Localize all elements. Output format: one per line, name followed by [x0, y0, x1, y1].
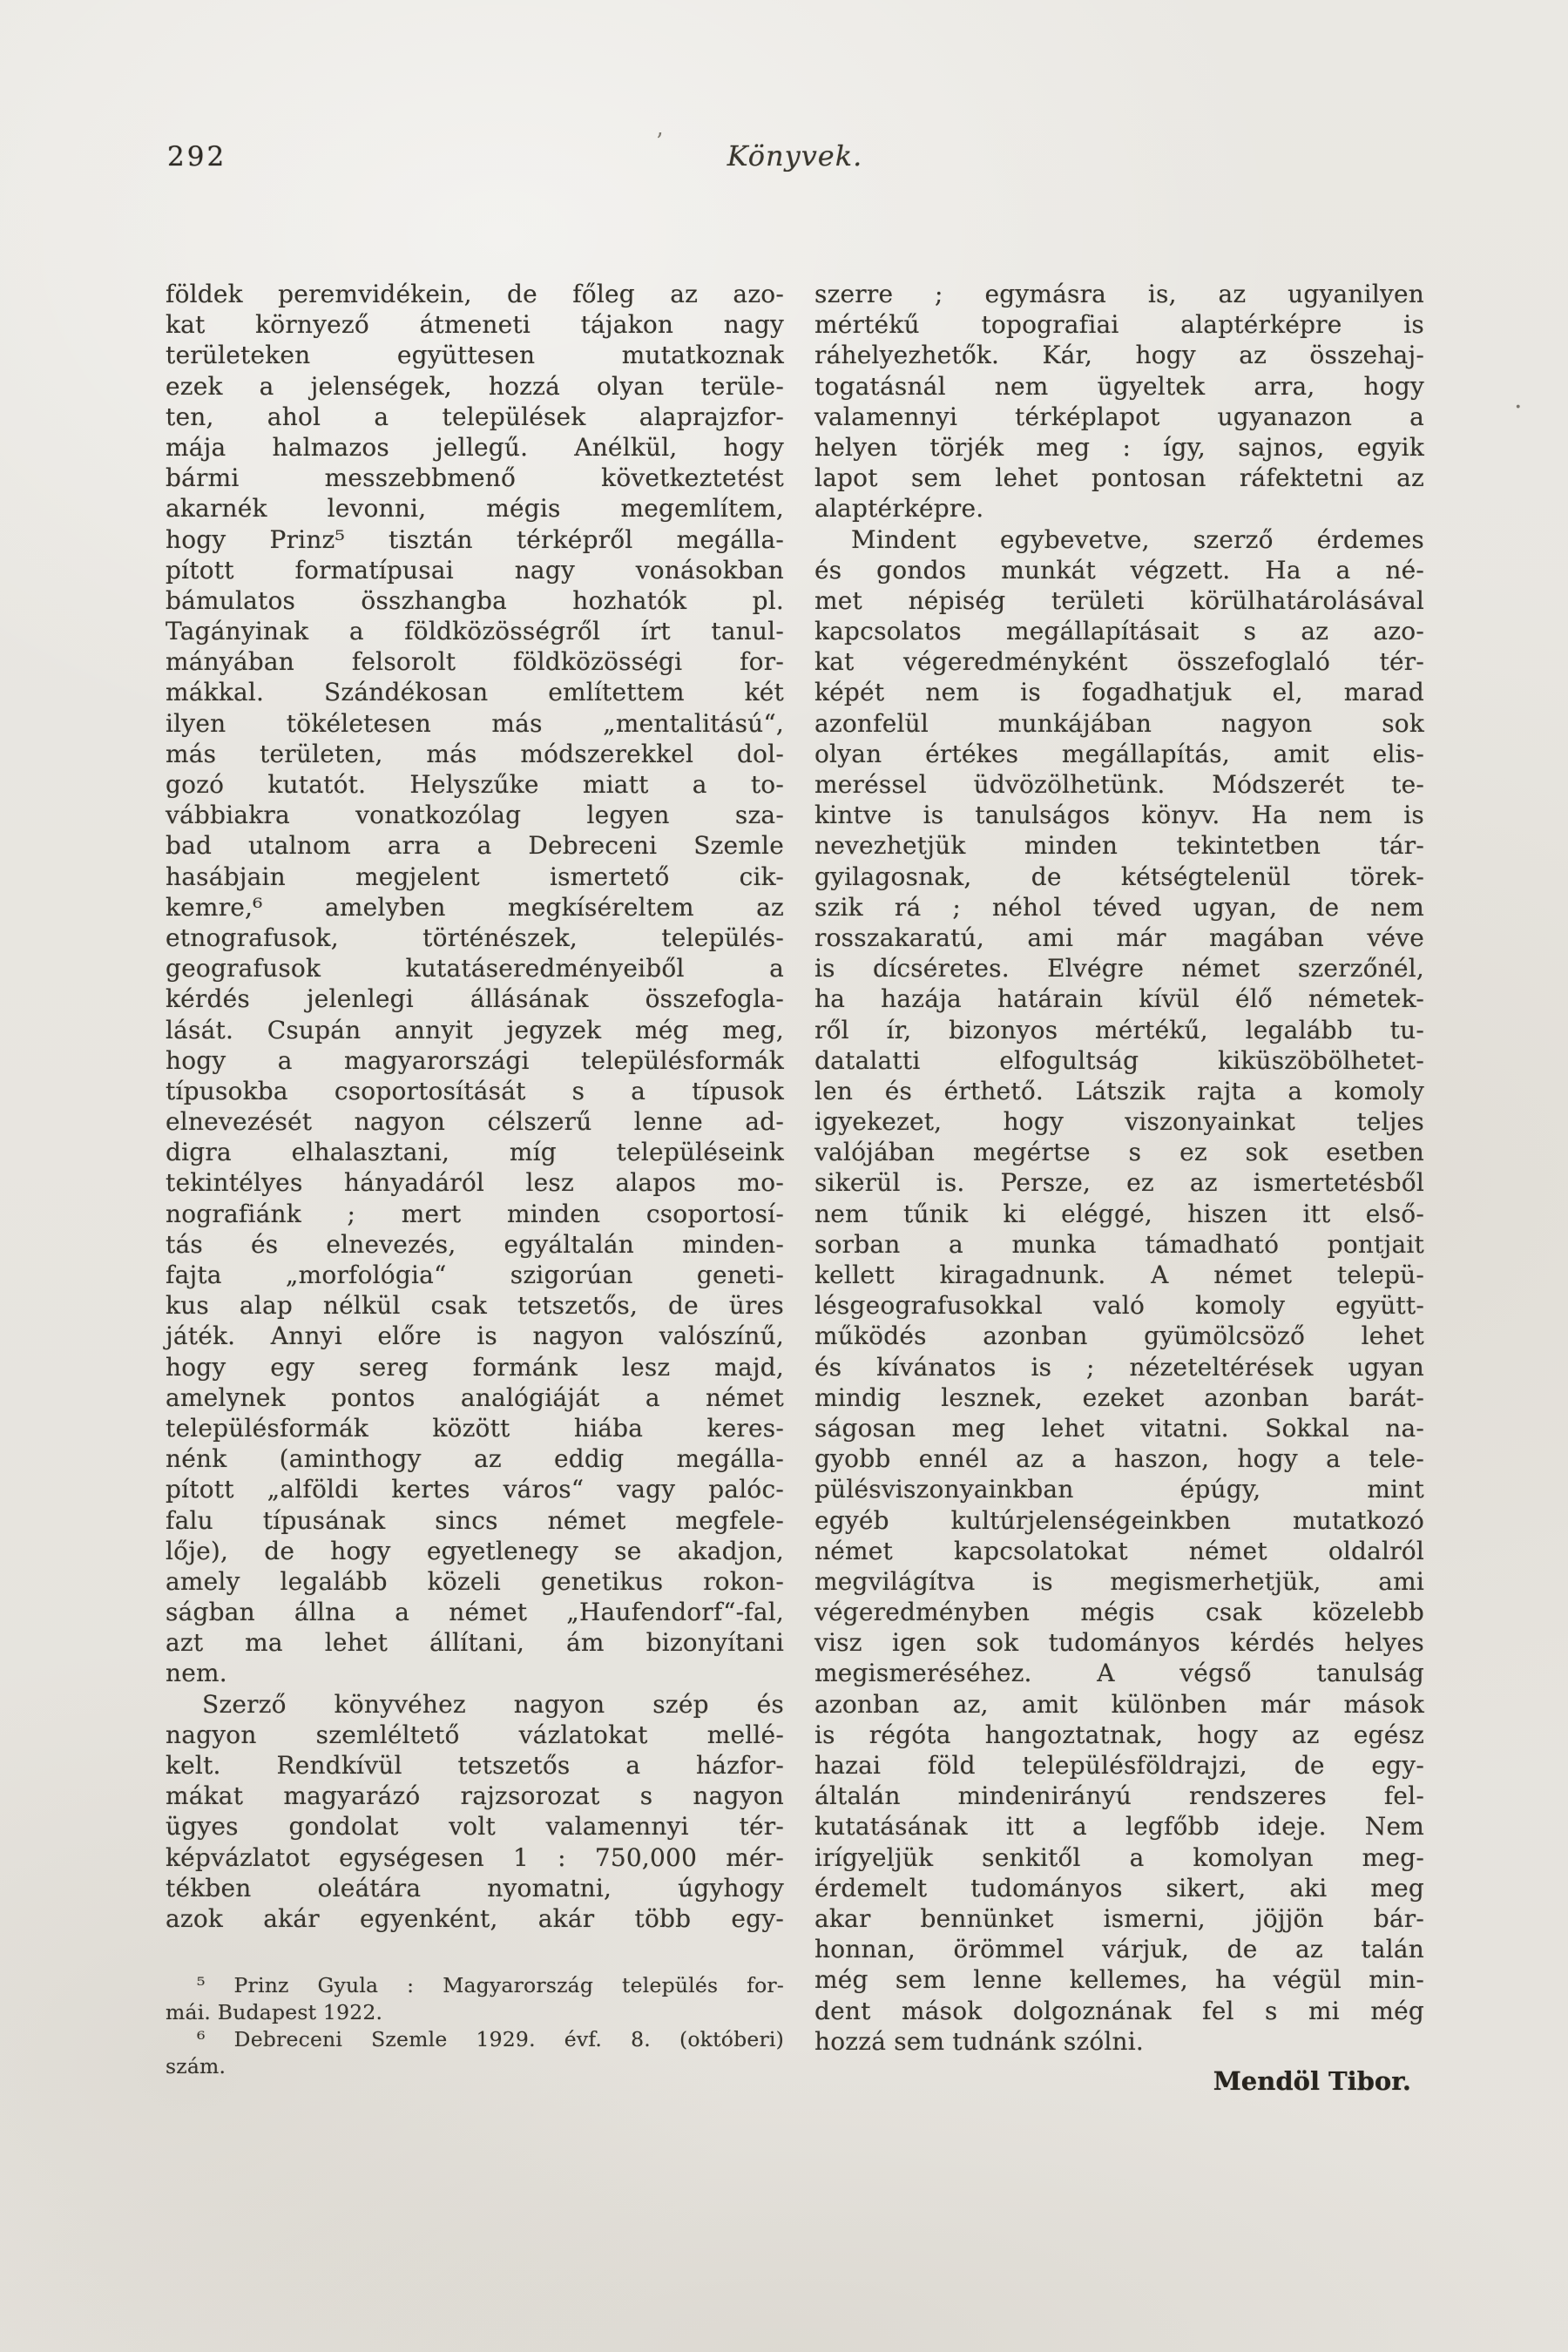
text-line: igyekezet, hogy viszonyainkat teljes	[814, 1107, 1424, 1137]
text-line: ezek a jelenségek, hozzá olyan terüle-	[166, 371, 784, 401]
page-number: 292	[167, 141, 227, 172]
text-line: is dícséretes. Elvégre német szerzőnél,	[814, 954, 1424, 983]
text-line: pított formatípusai nagy vonásokban	[166, 555, 784, 585]
text-line: érdemelt tudományos sikert, aki meg	[814, 1873, 1424, 1903]
text-line: nem.	[166, 1659, 227, 1688]
text-line: mértékű topografiai alaptérképre is	[814, 310, 1424, 340]
text-line: azt ma lehet állítani, ám bizonyítani	[166, 1628, 784, 1658]
scan-speck: ’	[656, 129, 664, 155]
text-line: még sem lenne kellemes, ha végül min-	[814, 1965, 1424, 1995]
text-line: met népiség területi körülhatárolásával	[814, 585, 1424, 615]
text-line: ⁶ Debreceni Szemle 1929. évf. 8. (októberi)	[197, 2027, 784, 2052]
text-line: gyilagosnak, de kétségtelenül törek-	[814, 862, 1424, 891]
text-line: akarnék levonni, mégis megemlítem,	[166, 494, 784, 524]
text-line: ságosan meg lehet vitatni. Sokkal na-	[814, 1413, 1424, 1443]
text-line: Mindent egybevetve, szerző érdemes	[851, 524, 1424, 554]
text-line: megvilágítva is megismerhetjük, ami	[814, 1566, 1424, 1596]
text-line: amelynek pontos analógiáját a német	[166, 1382, 784, 1412]
text-line: tekintélyes hányadáról lesz alapos mo-	[166, 1168, 784, 1198]
text-line: len és érthető. Látszik rajta a komoly	[814, 1076, 1424, 1105]
text-line: típusokba csoportosítását s a típusok	[166, 1076, 784, 1105]
text-line: kemre,⁶ amelyben megkíséreltem az	[166, 892, 784, 922]
text-line: helyen törjék meg : így, sajnos, egyik	[814, 432, 1424, 462]
text-line: szerre ; egymásra is, az ugyanilyen	[814, 280, 1424, 308]
text-line: mányában felsorolt földközösségi for-	[166, 647, 784, 677]
text-line: etnografusok, történészek, település-	[166, 923, 784, 952]
text-line: ten, ahol a települések alaprajzfor-	[166, 402, 784, 431]
text-line: nografiánk ; mert minden csoportosí-	[166, 1199, 784, 1228]
text-line: lője), de hogy egyetlenegy se akadjon,	[166, 1536, 784, 1565]
text-line: végeredményben mégis csak közelebb	[814, 1598, 1424, 1627]
text-line: sorban a munka támadható pontjait	[814, 1229, 1424, 1259]
text-line: Szerző könyvéhez nagyon szép és	[202, 1689, 784, 1719]
text-line: tékben oleátára nyomatni, úgyhogy	[166, 1873, 784, 1903]
text-line: földek peremvidékein, de főleg az azo-	[166, 280, 784, 308]
text-line: ügyes gondolat volt valamennyi tér-	[166, 1812, 784, 1842]
text-line: ről ír, bizonyos mértékű, legalább tu-	[814, 1015, 1424, 1044]
text-line: visz igen sok tudományos kérdés helyes	[814, 1628, 1424, 1658]
text-line: falu típusának sincs német megfele-	[166, 1505, 784, 1535]
text-line: szik rá ; néhol téved ugyan, de nem	[814, 892, 1424, 922]
text-line: kintve is tanulságos könyv. Ha nem is	[814, 801, 1424, 830]
text-line: hasábjain megjelent ismertető cik-	[166, 862, 784, 891]
text-line: kus alap nélkül csak tetszetős, de üres	[166, 1291, 784, 1321]
text-line: ilyen tökéletesen más „mentalitású“,	[166, 708, 784, 738]
text-line: és gondos munkát végzett. Ha a né-	[814, 555, 1424, 585]
text-line: kelt. Rendkívül tetszetős a házfor-	[166, 1751, 784, 1780]
text-line: hazai föld településföldrajzi, de egy-	[814, 1751, 1424, 1780]
text-line: honnan, örömmel várjuk, de az talán	[814, 1935, 1424, 1964]
text-line: településformák között hiába keres-	[166, 1413, 784, 1443]
text-line: nevezhetjük minden tekintetben tár-	[814, 831, 1424, 861]
text-line: dent mások dolgoznának fel s mi még	[814, 1996, 1424, 2025]
left-column-body	[166, 279, 784, 1934]
text-line: játék. Annyi előre is nagyon valószínű,	[166, 1321, 784, 1351]
text-line: ha hazája határain kívül élő németek-	[814, 984, 1424, 1014]
signature: Mendöl Tibor.	[1213, 2065, 1411, 2096]
text-line: akar bennünket ismerni, jöjjön bár-	[814, 1903, 1424, 1933]
text-line: hogy a magyarországi településformák	[166, 1045, 784, 1075]
text-line: azok akár egyenként, akár több egy-	[166, 1903, 784, 1933]
page-header	[166, 139, 1424, 183]
text-line: nem tűnik ki eléggé, hiszen itt első-	[814, 1199, 1424, 1228]
text-line: pülésviszonyainkban épúgy, mint	[814, 1475, 1424, 1504]
text-line: kapcsolatos megállapításait s az azo-	[814, 617, 1424, 646]
text-line: azonban az, amit különben már mások	[814, 1689, 1424, 1719]
text-line: hogy Prinz⁵ tisztán térképről megálla-	[166, 524, 784, 554]
text-line: működés azonban gyümölcsöző lehet	[814, 1321, 1424, 1351]
text-line: alaptérképre.	[814, 494, 984, 524]
text-line: digra elhalasztani, míg településeink	[166, 1138, 784, 1167]
text-line: togatásnál nem ügyeltek arra, hogy	[814, 371, 1424, 401]
text-line: nagyon szemléltető vázlatokat mellé-	[166, 1720, 784, 1749]
text-line: datalatti elfogultság kiküszöbölhetet-	[814, 1045, 1424, 1075]
text-line: tás és elnevezés, egyáltalán minden-	[166, 1229, 784, 1259]
text-line: irígyeljük senkitől a komolyan meg-	[814, 1842, 1424, 1872]
text-line: elnevezését nagyon célszerű lenne ad-	[166, 1107, 784, 1137]
text-line: megismeréséhez. A végső tanulság	[814, 1659, 1424, 1688]
text-line: lását. Csupán annyit jegyzek még meg,	[166, 1015, 784, 1044]
scan-speck: ·	[1514, 392, 1523, 422]
text-line: egyéb kultúrjelenségeinkben mutatkozó	[814, 1505, 1424, 1535]
text-line: ⁵ Prinz Gyula : Magyarország település for-	[197, 1973, 784, 1998]
text-line: területeken együttesen mutatkoznak	[166, 341, 784, 370]
text-line: képét nem is fogadhatjuk el, marad	[814, 678, 1424, 707]
text-line: kutatásának itt a legfőbb ideje. Nem	[814, 1812, 1424, 1842]
text-line: kat végeredményként összefoglaló tér-	[814, 647, 1424, 677]
text-line: valamennyi térképlapot ugyanazon a	[814, 402, 1424, 431]
text-line: valójában megértse s ez sok esetben	[814, 1138, 1424, 1167]
text-line: német kapcsolatokat német oldalról	[814, 1536, 1424, 1565]
text-line: hozzá sem tudnánk szólni.	[814, 2026, 1145, 2056]
text-line: hogy egy sereg formánk lesz majd,	[166, 1352, 784, 1382]
text-line: kat környező átmeneti tájakon nagy	[166, 310, 784, 340]
running-title: Könyvek.	[727, 139, 863, 172]
text-line: képvázlatot egységesen 1 : 750,000 mér-	[166, 1842, 784, 1872]
text-line: gozó kutatót. Helyszűke miatt a to-	[166, 770, 784, 799]
text-line: geografusok kutatáseredményeiből a	[166, 954, 784, 983]
text-line: bad utalnom arra a Debreceni Szemle	[166, 831, 784, 861]
right-column	[814, 279, 1424, 2097]
text-line: olyan értékes megállapítás, amit elis-	[814, 739, 1424, 768]
text-line: ságban állna a német „Haufendorf“-fal,	[166, 1598, 784, 1627]
text-line: meréssel üdvözölhetünk. Módszerét te-	[814, 770, 1424, 799]
text-line: is régóta hangoztatnak, hogy az egész	[814, 1720, 1424, 1749]
text-line: nénk (aminthogy az eddig megálla-	[166, 1444, 784, 1474]
text-line: bámulatos összhangba hozhatók pl.	[166, 585, 784, 615]
text-line: mái. Budapest 1922.	[166, 2000, 383, 2025]
text-line: ráhelyezhetők. Kár, hogy az összehaj-	[814, 341, 1424, 370]
text-line: azonfelül munkájában nagyon sok	[814, 708, 1424, 738]
text-line: lésgeografusokkal való komoly együtt-	[814, 1291, 1424, 1321]
text-line: mákat magyarázó rajzsorozat s nagyon	[166, 1781, 784, 1811]
text-line: kérdés jelenlegi állásának összefogla-	[166, 984, 784, 1014]
text-line: amely legalább közeli genetikus rokon-	[166, 1566, 784, 1596]
text-line: bármi messzebbmenő következtetést	[166, 463, 784, 493]
text-line: rosszakaratú, ami már magában véve	[814, 923, 1424, 952]
text-line: Tagányinak a földközösségről írt tanul-	[166, 617, 784, 646]
text-line: és kívánatos is ; nézeteltérések ugyan	[814, 1352, 1424, 1382]
text-line: pított „alföldi kertes város“ vagy palóc-	[166, 1475, 784, 1504]
text-line: általán mindenirányú rendszeres fel-	[814, 1781, 1424, 1811]
text-line: sikerül is. Persze, ez az ismertetésből	[814, 1168, 1424, 1198]
text-line: mindig lesznek, ezeket azonban barát-	[814, 1382, 1424, 1412]
footnotes	[166, 1972, 784, 2080]
text-line: lapot sem lehet pontosan ráfektetni az	[814, 463, 1424, 493]
text-line: szám.	[166, 2054, 226, 2079]
left-column	[166, 279, 784, 2080]
text-line: gyobb ennél az a haszon, hogy a tele-	[814, 1444, 1424, 1474]
text-line: más területen, más módszerekkel dol-	[166, 739, 784, 768]
text-line: mája halmazos jellegű. Anélkül, hogy	[166, 432, 784, 462]
text-line: kellett kiragadnunk. A német telepü-	[814, 1260, 1424, 1289]
right-column-body	[814, 279, 1424, 2057]
text-line: mákkal. Szándékosan említettem két	[166, 678, 784, 707]
text-line: fajta „morfológia“ szigorúan geneti-	[166, 1260, 784, 1289]
text-line: vábbiakra vonatkozólag legyen sza-	[166, 801, 784, 830]
